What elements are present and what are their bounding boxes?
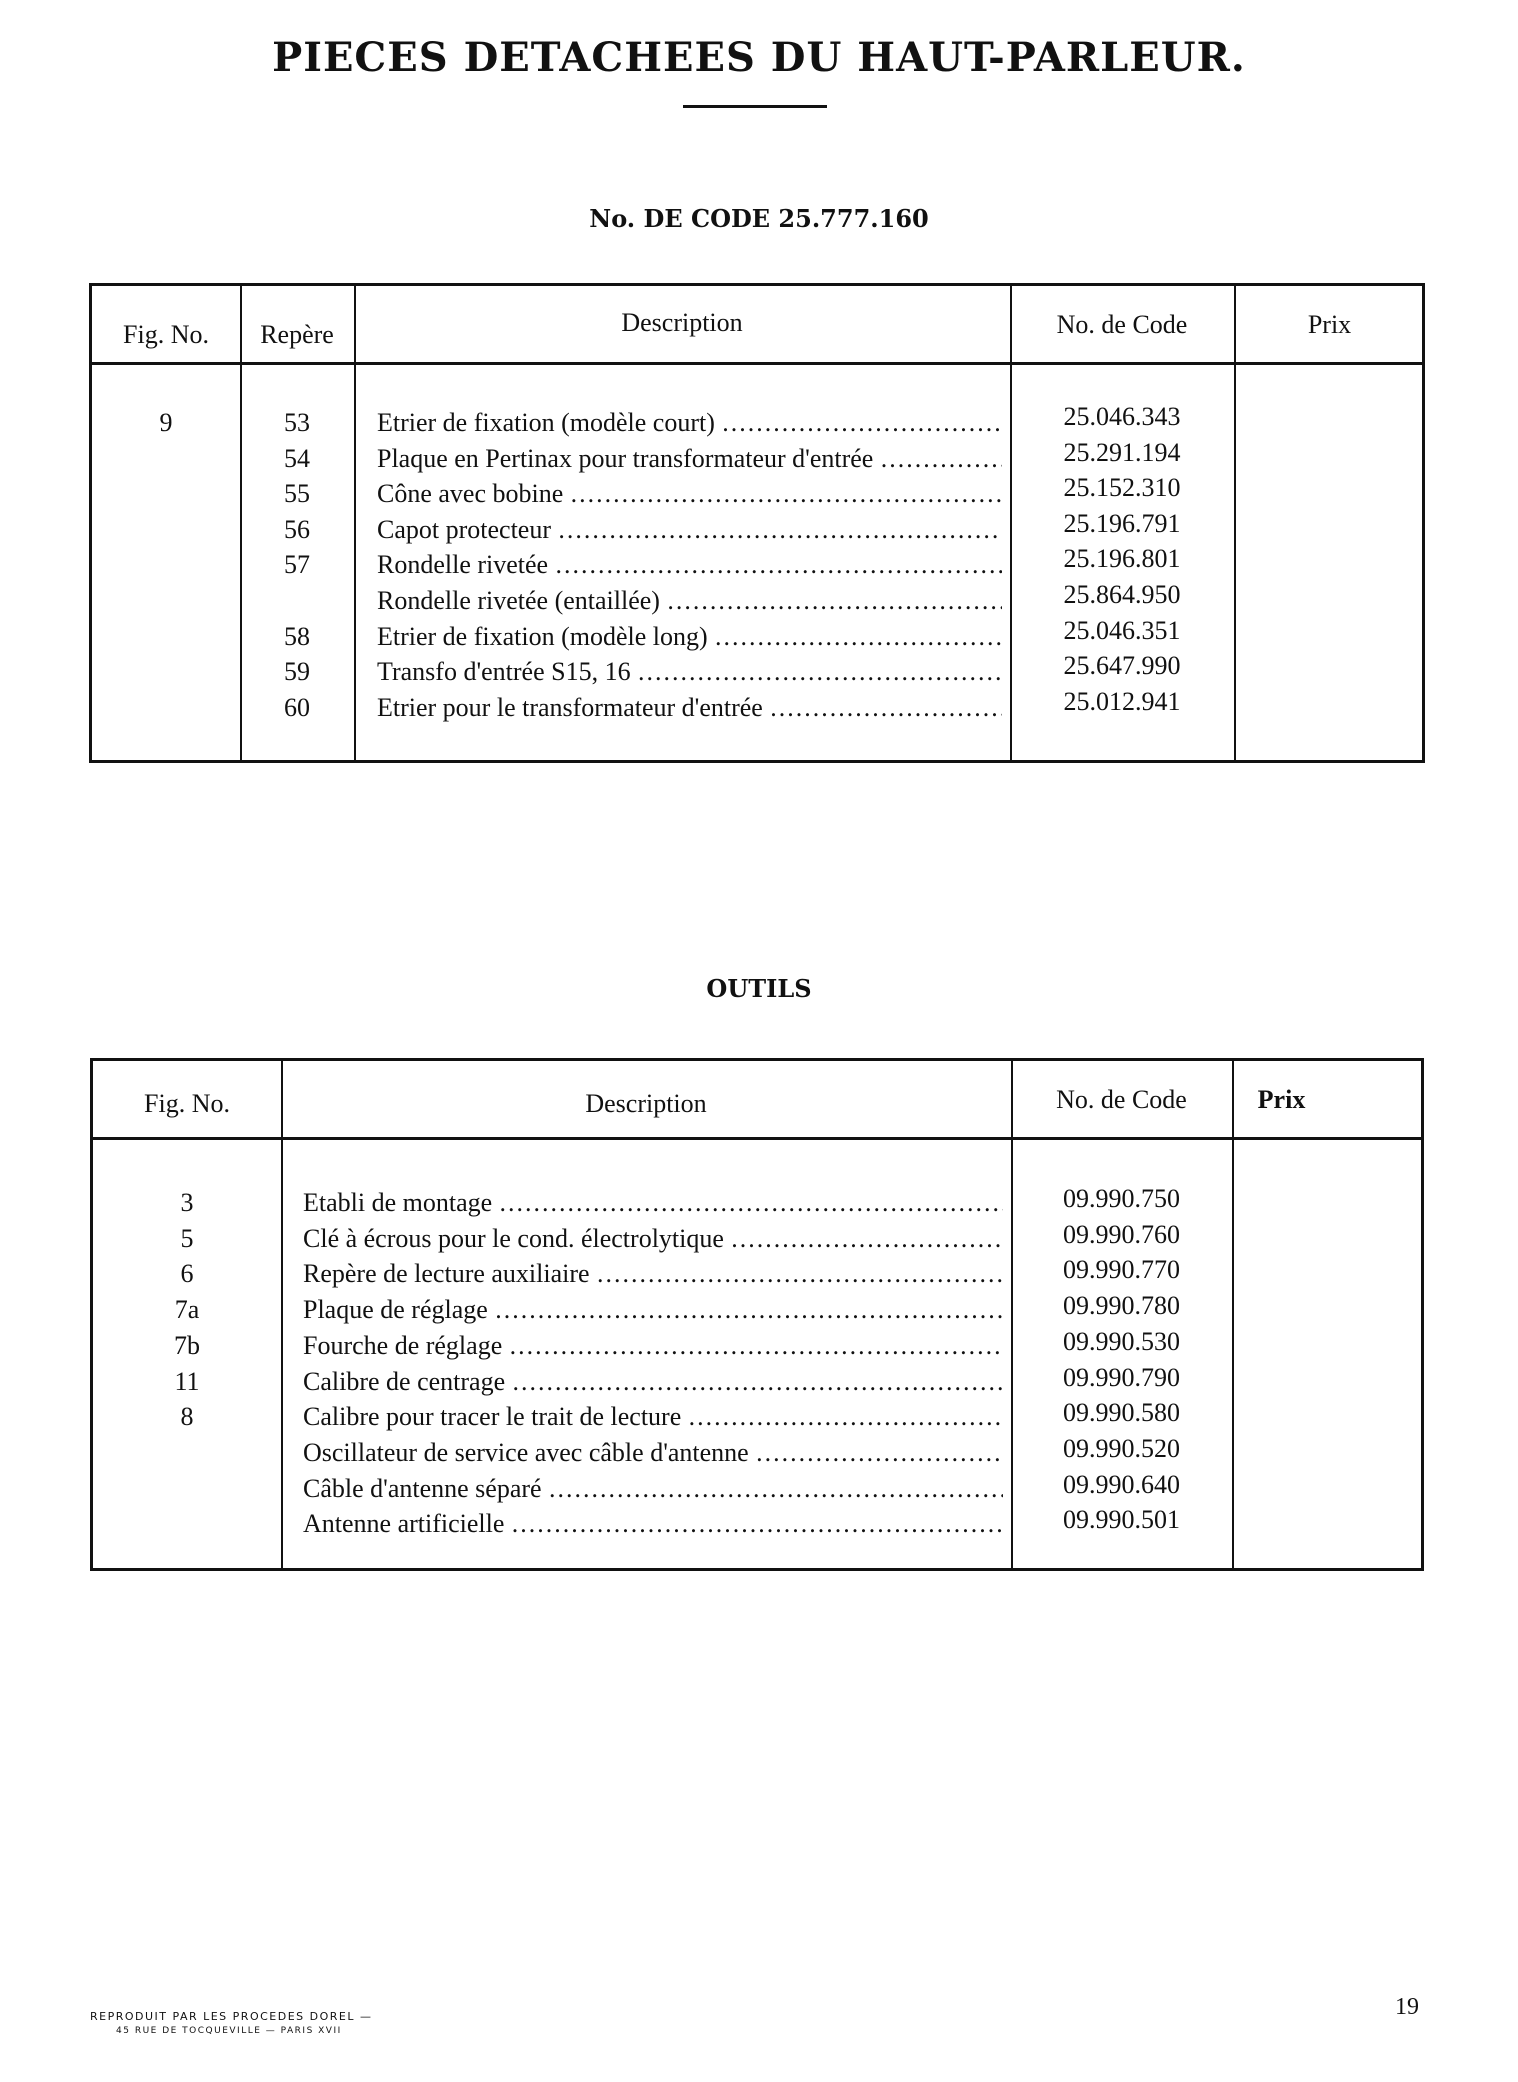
table-row: [93, 1326, 1421, 1366]
dot-leader: [513, 1367, 1003, 1397]
description-cell: Rondelle rivetée .....: [377, 550, 1002, 580]
dot-leader: [716, 622, 1002, 652]
table-row: [93, 1433, 1421, 1473]
page-title: PIECES DETACHEES DU HAUT-PARLEUR.: [272, 34, 1246, 81]
dot-leader: [500, 1188, 1003, 1218]
description-cell: Capot protecteur .....: [377, 515, 1002, 545]
dot-leader: [512, 1509, 1003, 1539]
code-cell: 25.046.351: [1063, 615, 1181, 645]
table-row: [93, 1184, 1421, 1223]
dot-leader: [556, 550, 1002, 580]
description-cell: Antenne artificielle .....: [303, 1509, 1003, 1539]
tools-table: [90, 1058, 1424, 1571]
fig-cell: 6: [180, 1259, 194, 1289]
repere-cell: 59: [284, 657, 310, 687]
dot-leader: [510, 1331, 1003, 1361]
description-cell: Plaque de réglage .....: [303, 1295, 1003, 1325]
description-cell: Etrier pour le transformateur d'entrée .....: [377, 693, 1002, 723]
code-cell: 09.990.780: [1063, 1291, 1180, 1321]
parts-table: [89, 283, 1425, 763]
header-divider: [93, 1137, 1421, 1140]
dot-leader: [639, 657, 1002, 687]
table-row: [93, 1398, 1421, 1437]
description-cell: Rondelle rivetée (entaillée) .....: [377, 586, 1002, 616]
description-cell: Oscillateur de service avec câble d'antenne .....: [303, 1438, 1003, 1468]
code-cell: 25.864.950: [1063, 580, 1181, 609]
repere-cell: 55: [284, 479, 310, 509]
description-cell: Calibre de centrage .....: [303, 1367, 1003, 1397]
title-underline: [683, 105, 827, 108]
code-cell: 09.990.580: [1063, 1398, 1180, 1428]
repere-cell: 53: [284, 408, 310, 437]
description-cell: Transfo d'entrée S15, 16 .....: [377, 657, 1002, 687]
table-row: [93, 1291, 1421, 1330]
code-cell: 25.152.310: [1063, 473, 1181, 503]
footer-line1: REPRODUIT PAR LES PROCEDES DOREL —: [90, 2010, 373, 2023]
code-cell: 25.291.194: [1063, 437, 1181, 467]
code-cell: 09.990.530: [1063, 1326, 1180, 1356]
description-cell: Cône avec bobine .....: [377, 479, 1002, 509]
dot-leader: [559, 515, 1002, 545]
section2-heading: OUTILS: [706, 974, 812, 1003]
code-cell: 25.012.941: [1063, 686, 1181, 716]
fig-cell: 8: [180, 1402, 194, 1432]
header-fig: Fig. No.: [123, 320, 209, 349]
dot-leader: [496, 1295, 1003, 1325]
table-row: [93, 1469, 1421, 1509]
code-cell: 09.990.790: [1063, 1362, 1180, 1392]
table-row: [93, 1505, 1421, 1544]
description-cell: Câble d'antenne séparé .....: [303, 1474, 1003, 1504]
repere-cell: 58: [284, 621, 310, 651]
description-cell: Etrier de fixation (modèle court) .....: [377, 408, 1002, 438]
description-cell: Etrier de fixation (modèle long) .....: [377, 622, 1002, 652]
fig-cell: 11: [174, 1366, 200, 1396]
code-cell: 09.990.501: [1063, 1505, 1180, 1535]
table-row: [93, 1255, 1421, 1294]
repere-cell: 60: [284, 692, 310, 722]
code-cell: 25.647.990: [1063, 651, 1181, 681]
code-cell: 25.196.801: [1063, 544, 1181, 574]
repere-cell: 54: [284, 443, 310, 473]
dot-leader: [550, 1474, 1003, 1504]
code-cell: 25.046.343: [1063, 402, 1181, 431]
header-prix: Prix: [1257, 1085, 1306, 1114]
fig-cell: 7a: [174, 1295, 200, 1325]
description-cell: Calibre pour tracer le trait de lecture .....: [303, 1402, 1003, 1432]
dot-leader: [771, 693, 1002, 723]
footer-line2: 45 RUE DE TOCQUEVILLE — PARIS XVII: [116, 2026, 342, 2036]
printer-credit: [90, 2010, 372, 2038]
header-description: Description: [585, 1089, 707, 1118]
fig-cell: 9: [159, 408, 173, 437]
table-row: [92, 686, 1422, 728]
repere-cell: 56: [284, 514, 310, 544]
table-row: [93, 1362, 1421, 1402]
fig-cell: 5: [180, 1223, 194, 1253]
header-fig: Fig. No.: [144, 1089, 230, 1118]
dot-leader: [881, 444, 1002, 474]
description-cell: Plaque en Pertinax pour transformateur d'entrée .....: [377, 444, 1002, 474]
section1-heading: No. DE CODE 25.777.160: [589, 204, 929, 233]
dot-leader: [732, 1224, 1003, 1254]
page-number: 19: [1395, 1994, 1419, 2020]
fig-cell: 3: [180, 1188, 194, 1217]
header-repere: Repère: [260, 320, 334, 349]
code-cell: 25.196.791: [1063, 508, 1181, 538]
description-cell: Etabli de montage .....: [303, 1188, 1003, 1218]
code-cell: 09.990.750: [1063, 1184, 1180, 1213]
description-cell: Repère de lecture auxiliaire .....: [303, 1259, 1003, 1289]
code-cell: 09.990.520: [1063, 1433, 1180, 1463]
code-cell: 09.990.760: [1063, 1219, 1180, 1249]
dot-leader: [689, 1402, 1003, 1432]
code-cell: 09.990.770: [1063, 1255, 1180, 1285]
code-cell: 09.990.640: [1063, 1469, 1180, 1499]
dot-leader: [598, 1259, 1003, 1289]
header-prix: Prix: [1307, 310, 1352, 339]
dot-leader: [571, 479, 1002, 509]
description-cell: Clé à écrous pour le cond. électrolytique .....: [303, 1224, 1003, 1254]
header-code: No. de Code: [1056, 310, 1188, 339]
dot-leader: [668, 586, 1002, 616]
header-description: Description: [621, 308, 743, 337]
description-cell: Fourche de réglage .....: [303, 1331, 1003, 1361]
dot-leader: [723, 408, 1002, 438]
header-divider: [92, 362, 1422, 365]
dot-leader: [757, 1438, 1003, 1468]
repere-cell: 57: [284, 550, 310, 580]
fig-cell: 7b: [174, 1330, 200, 1360]
header-code: No. de Code: [1056, 1085, 1187, 1114]
table-row: [93, 1219, 1421, 1259]
